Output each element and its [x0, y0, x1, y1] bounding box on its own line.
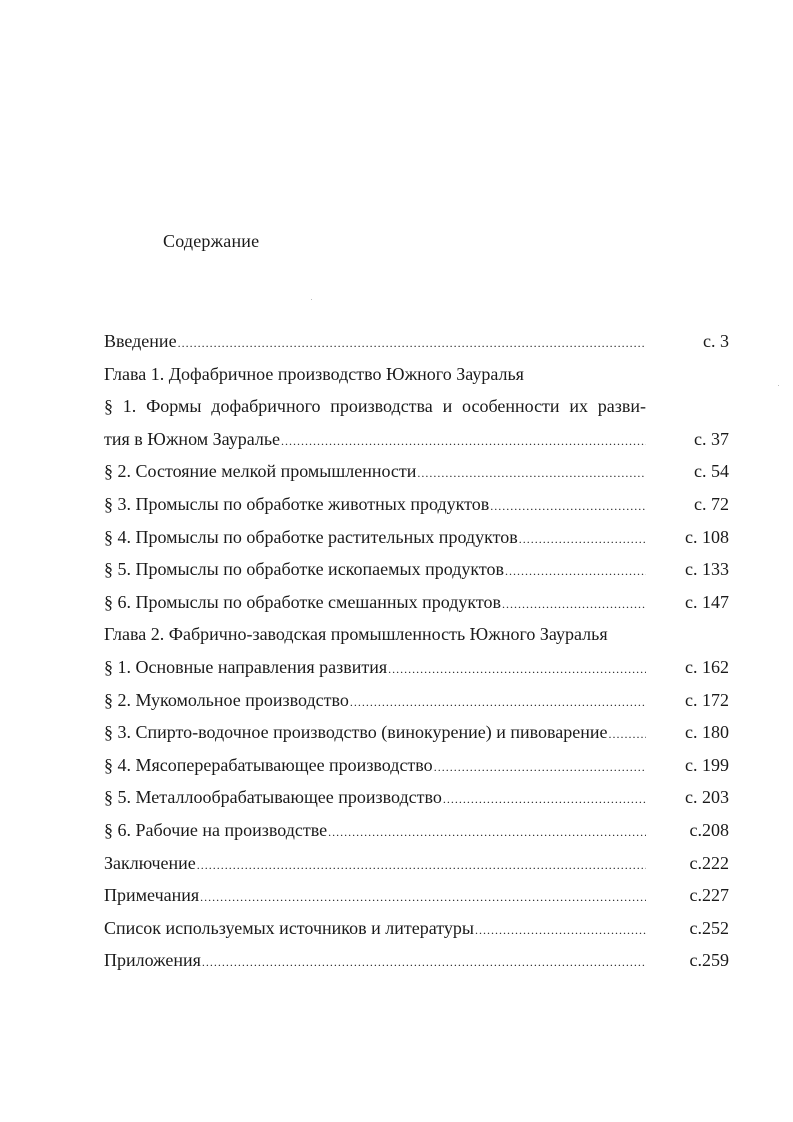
toc-page-number: с. 199: [685, 754, 729, 775]
toc-entry-chapter2-section6: [104, 814, 729, 847]
toc-entry-chapter1-section6: [104, 586, 729, 619]
leader-dots: [434, 751, 646, 784]
leader-dots: [505, 555, 646, 588]
toc-page-number: с. 72: [694, 493, 729, 514]
scan-speck: [778, 385, 779, 386]
toc-entry-chapter2-section2: [104, 684, 729, 717]
toc-entry-chapter1-section5: [104, 553, 729, 586]
toc-entry-label: Введение: [104, 331, 177, 351]
toc-entry-label: тия в Южном Зауралье: [104, 428, 281, 449]
toc-entry-conclusion: [104, 847, 729, 880]
toc-entry-label: § 4. Промыслы по обработке растительных продуктов: [104, 526, 518, 547]
leader-dots: [490, 490, 646, 523]
leader-dots: [200, 881, 646, 914]
toc-entry-chapter2-section4: [104, 749, 729, 782]
leader-dots: [197, 849, 646, 882]
leader-dots: [388, 653, 646, 686]
toc-entry-label: § 5. Промыслы по обработке ископаемых продуктов: [104, 559, 505, 580]
leader-dots: [475, 914, 646, 947]
toc-page-number: с. 3: [703, 331, 729, 351]
toc-entry-label: Заключение: [104, 852, 196, 873]
toc-page-number: с.259: [689, 950, 729, 971]
leader-dots: [417, 457, 646, 490]
toc-chapter-1-heading: Глава 1. Дофабричное производство Южного Зауралья: [104, 363, 524, 384]
leader-dots: [519, 523, 646, 556]
page-title: Содержание: [163, 231, 260, 251]
toc-entry-chapter1-section3: [104, 488, 729, 521]
toc-entry-chapter1-section2: [104, 455, 729, 488]
toc-entry-chapter1-section1: [104, 423, 729, 456]
toc-entry-label: Список используемых источников и литературы: [104, 917, 474, 938]
toc-entry-label-line1: § 1. Формы дофабричного производства и особенности их разви-: [104, 396, 646, 417]
toc-entry-chapter1-section4: [104, 521, 729, 554]
toc-page-number: с.222: [689, 852, 729, 873]
leader-dots: [328, 816, 646, 849]
toc-entry-label: § 4. Мясоперерабатывающее производство: [104, 754, 433, 775]
toc-page-number: с.208: [689, 819, 729, 840]
toc-page-number: с. 37: [694, 428, 729, 449]
toc-entry-introduction: [104, 325, 729, 358]
toc-page-number: с. 54: [694, 461, 729, 482]
leader-dots: [350, 686, 646, 719]
toc-entry-chapter1-section1-first-line: [104, 390, 729, 423]
toc-chapter-2-heading: Глава 2. Фабрично-заводская промышленность Южного Зауралья: [104, 624, 608, 645]
toc-entry-chapter2-section1: [104, 651, 729, 684]
toc-page-number: с. 172: [685, 689, 729, 710]
leader-dots: [608, 718, 646, 751]
leader-dots: [202, 946, 646, 979]
leader-dots: [502, 588, 646, 621]
toc-entry-chapter2-section5: [104, 781, 729, 814]
toc-page-number: с. 133: [685, 559, 729, 580]
toc-entry-label: Приложения: [104, 950, 201, 971]
toc-page-number: с.252: [689, 917, 729, 938]
toc-page-number: с. 108: [685, 526, 729, 547]
toc-page-number: с. 203: [685, 787, 729, 808]
table-of-contents: [104, 325, 729, 977]
leader-dots: [281, 425, 646, 458]
toc-entry-label: § 2. Мукомольное производство: [104, 689, 349, 710]
toc-entry-label: § 3. Спирто-водочное производство (винокурение) и пивоварение: [104, 722, 608, 743]
scan-speck: [311, 299, 312, 300]
toc-entry-label: § 1. Основные направления развития: [104, 656, 388, 677]
toc-entry-sources: [104, 912, 729, 945]
toc-page-number: с. 147: [685, 591, 729, 612]
toc-page-number: с. 180: [685, 722, 729, 743]
toc-entry-label: § 2. Состояние мелкой промышленности: [104, 461, 417, 482]
toc-entry-label: § 6. Промыслы по обработке смешанных продуктов: [104, 591, 502, 612]
toc-entry-label: Примечания: [104, 885, 200, 906]
toc-page-number: с.227: [689, 885, 729, 906]
toc-entry-chapter2-section3: [104, 716, 729, 749]
toc-entry-appendices: [104, 944, 729, 977]
toc-entry-label: § 5. Металлообрабатывающее производство: [104, 787, 442, 808]
toc-page-number: с. 162: [685, 656, 729, 677]
leader-dots: [443, 783, 646, 816]
toc-entry-notes: [104, 879, 729, 912]
toc-entry-label: § 3. Промыслы по обработке животных продуктов: [104, 493, 490, 514]
toc-entry-label: § 6. Рабочие на производстве: [104, 819, 328, 840]
leader-dots: [178, 327, 646, 360]
